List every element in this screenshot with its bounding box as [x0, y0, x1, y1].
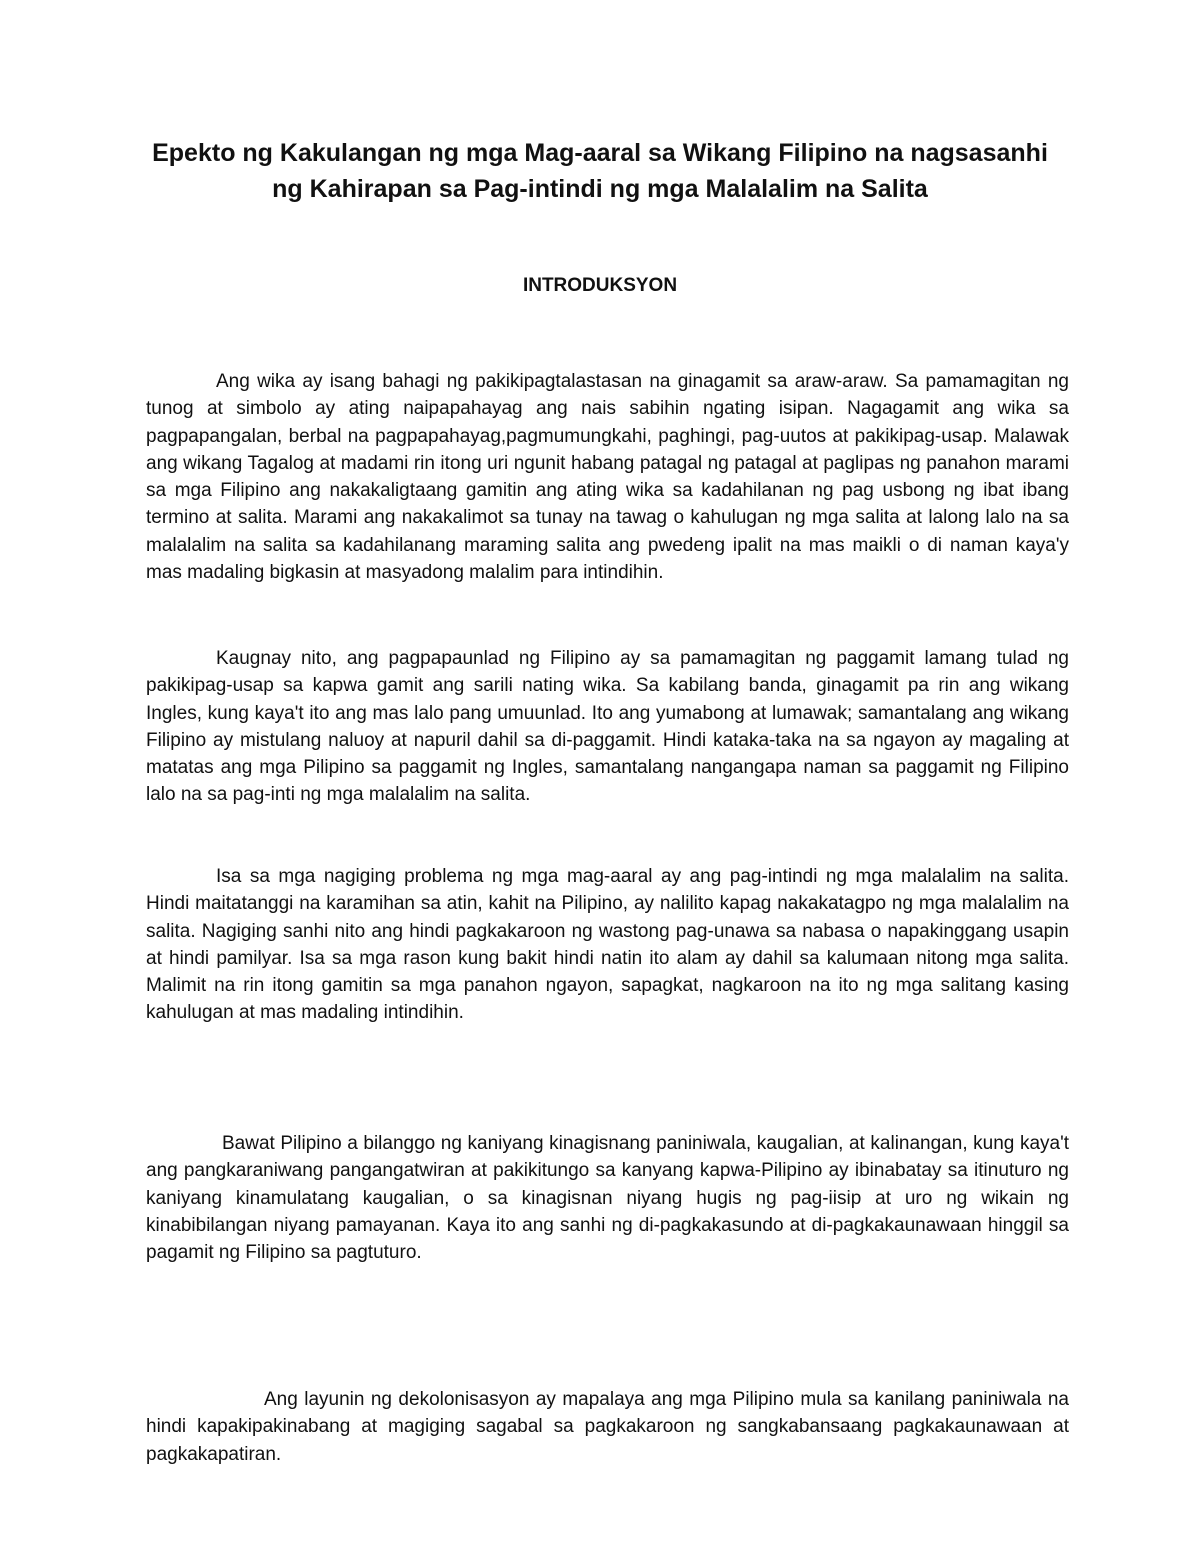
paragraph-4: Bawat Pilipino a bilanggo ng kaniyang kinagisnang paniniwala, kaugalian, at kalinangan, kung kaya't ang pangkaraniwang pangangatwiran at pakikitungo sa kanyang kapwa-Pilipino ay ibinabatay sa itinuturo ng kaniyang kinamulatang kaugalian, o sa kinagisnan niyang hugis ng pag-iisip at uro ng wikain ng kinabibilangan niyang pamayanan. Kaya ito ang sanhi ng di-pagkakasundo at di-pagkakaunawaan hinggil sa pagamit ng Filipino sa pagtuturo.	[146, 1133, 1069, 1264]
paragraph-5: Ang layunin ng dekolonisasyon ay mapalaya ang mga Pilipino mula sa kanilang paniniwala na hindi kapakipakinabang at magiging sagabal sa pagkakaroon ng sangkabansaang pagkakaunawaan at pagkakapatiran.	[146, 1389, 1069, 1465]
paragraph-2: Kaugnay nito, ang pagpapaunlad ng Filipino ay sa pamamagitan ng paggamit lamang tulad ng pakikipag-usap sa kapwa gamit ang sarili nating wika. Sa kabilang banda, ginagamit pa rin ang wikang Ingles, kung kaya't ito ang mas lalo pang umuunlad. Ito ang yumabong at lumawak; samantalang ang wikang Filipino ay mistulang naluoy at napuril dahil sa di-paggamit. Hindi kataka-taka na sa ngayon ay magaling at matatas ang mga Pilipino sa paggamit ng Ingles, samantalang nangangapa naman sa paggamit ng Filipino lalo na sa pag-inti ng mga malalalim na salita.	[146, 648, 1069, 806]
paragraph-1: Ang wika ay isang bahagi ng pakikipagtalastasan na ginagamit sa araw-araw. Sa pamamagitan ng tunog at simbolo ay ating naipapahayag ang nais sabihin ngating isipan. Nagagamit ang wika sa pagpapangalan, berbal na pagpapahayag,pagmumungkahi, paghingi, pag-uutos at pakikipag-usap. Malawak ang wikang Tagalog at madami rin itong uri ngunit habang patagal ng patagal at paglipas ng panahon marami sa mga Filipino ang nakakaligtaang gamitin ang ating wika sa kadahilanan ng pag usbong ng ibat ibang termino at salita. Marami ang nakakalimot sa tunay na tawag o kahulugan ng mga salita at lalong lalo na sa malalalim na salita sa kadahilanang maraming salita ang pwedeng ipalit na mas maikli o di naman kaya'y mas madaling bigkasin at masyadong malalim para intindihin.	[146, 371, 1069, 584]
title-line-1: Epekto ng Kakulangan ng mga Mag-aaral sa Wikang Filipino na nagsasanhi	[152, 139, 1048, 167]
section-heading: INTRODUKSYON	[522, 275, 678, 296]
paragraph-3: Isa sa mga nagiging problema ng mga mag-aaral ay ang pag-intindi ng mga malalalim na salita. Hindi maitatanggi na karamihan sa atin, kahit na Pilipino, ay nalilito kapag nakakatagpo ng mga malalalim na salita. Nagiging sanhi nito ang hindi pagkakaroon ng wastong pag-unawa sa nabasa o napakinggang usapin at hindi pamilyar. Isa sa mga rason kung bakit hindi natin ito alam ay dahil sa kalumaan nitong mga salita. Malimit na rin itong gamitin sa mga panahon ngayon, sapagkat, nagkaroon na ito ng mga salitang kasing kahulugan at mas madaling intindihin.	[146, 866, 1069, 1024]
document-title	[100, 135, 1100, 207]
title-line-2: ng Kahirapan sa Pag-intindi ng mga Malalalim na Salita	[272, 175, 928, 203]
